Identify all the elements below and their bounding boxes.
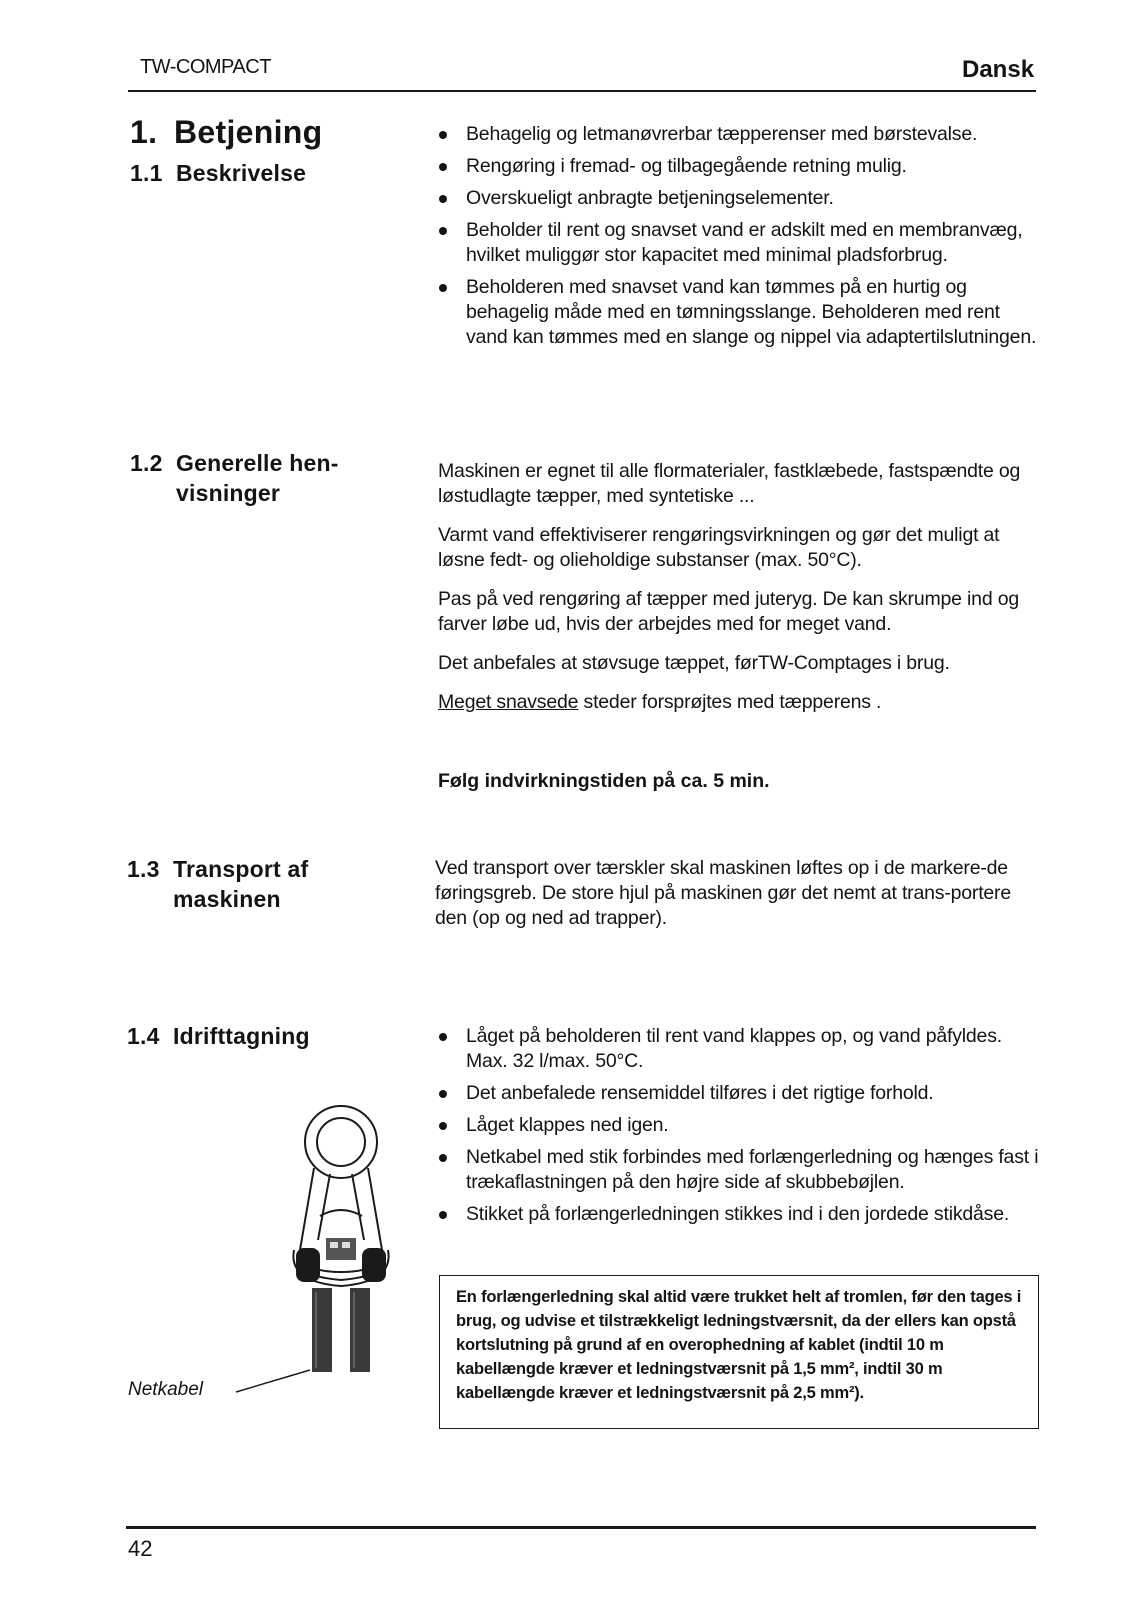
chapter-heading	[130, 114, 322, 151]
list-item: Låget på beholderen til rent vand klappes op, og vand påfyldes. Max. 32 l/max. 50°C.	[436, 1024, 1040, 1074]
section-heading-1-4	[127, 1021, 310, 1051]
section-heading-1-3	[127, 854, 387, 914]
paragraph: Maskinen er egnet til alle flormaterialer, fastklæbede, fastspændte og løstudlagte tæpper, med syntetiske ...	[438, 460, 1021, 507]
paragraph: Varmt vand effektiviserer rengøringsvirkningen og gør det muligt at løsne fedt- og olieholdige substanser (max. 50°C).	[438, 524, 1000, 571]
chapter-title: Betjening	[174, 114, 323, 150]
list-item: Beholder til rent og snavset vand er adskilt med en membranvæg, hvilket muliggør stor kapacitet med minimal pladsforbrug.	[436, 218, 1038, 268]
section-title-cont: visninger	[176, 480, 281, 506]
list-item: Overskueligt anbragte betjeningselementer.	[436, 186, 1038, 211]
transport-text	[435, 856, 1039, 945]
section-title: Beskrivelse	[176, 160, 307, 186]
section-heading-1-1	[130, 158, 306, 188]
list-item: Låget klappes ned igen.	[436, 1113, 1040, 1138]
section-title: Transport af	[173, 856, 309, 882]
startup-list	[436, 1024, 1040, 1234]
description-list	[436, 122, 1038, 357]
figure-caption: Netkabel	[128, 1379, 203, 1400]
list-item: Behagelig og letmanøvrerbar tæpperenser med børstevalse.	[436, 122, 1038, 147]
paragraph	[438, 690, 1038, 715]
section-number: 1.4	[127, 1023, 160, 1049]
page-number: 42	[128, 1536, 153, 1561]
section-number: 1.1	[130, 160, 163, 186]
section-title: Idrifttagning	[173, 1023, 310, 1049]
section-number: 1.3	[127, 856, 160, 882]
handle-cable-illustration	[230, 1100, 400, 1400]
paragraph-rest: steder forsprøjtes med tæpperens .	[578, 691, 882, 713]
list-item: Stikket på forlængerledningen stikkes ind i den jordede stikdåse.	[436, 1202, 1040, 1227]
footer-rule	[126, 1526, 1036, 1529]
header-language: Dansk	[962, 56, 1035, 83]
list-item: Rengøring i fremad- og tilbagegående retning mulig.	[436, 154, 1038, 179]
general-notes	[438, 459, 1038, 729]
chapter-number: 1.	[130, 114, 158, 150]
paragraph: Ved transport over tærskler skal maskinen løftes op i de markere-de føringsgreb. De store hjul på maskinen gør det nemt at trans-portere den (op og ned ad trapper).	[435, 857, 1011, 929]
section-number: 1.2	[130, 450, 163, 476]
paragraph: Pas på ved rengøring af tæpper med juteryg. De kan skrumpe ind og farver løbe ud, hvis der arbejdes med for meget vand.	[438, 588, 1019, 635]
list-item: Netkabel med stik forbindes med forlængerledning og hænges fast i trækaflastningen på den højre side af skubbebøjlen.	[436, 1145, 1040, 1195]
header-product-name: TW-COMPACT	[140, 56, 271, 78]
header-rule	[128, 90, 1036, 92]
section-title-cont: maskinen	[173, 886, 281, 912]
section-title: Generelle hen-	[176, 450, 339, 476]
dwell-time-note: Følg indvirkningstiden på ca. 5 min.	[438, 770, 770, 792]
paragraph: Det anbefales at støvsuge tæppet, førTW-Comptages i brug.	[438, 652, 950, 674]
section-heading-1-2	[130, 448, 390, 508]
list-item: Det anbefalede rensemiddel tilføres i det rigtige forhold.	[436, 1081, 1040, 1106]
warning-box: En forlængerledning skal altid være trukket helt af tromlen, før den tages i brug, og udvise et tilstrækkeligt ledningstværsnit, da der ellers kan opstå kortslutning på grund af en overophedning af kablet (indtil 10 m kabellængde kræver et ledningstværsnit på 1,5 mm², indtil 30 m kabellængde kræver et ledningstværsnit på 2,5 mm²).	[439, 1275, 1039, 1429]
list-item: Beholderen med snavset vand kan tømmes på en hurtig og behagelig måde med en tømningsslange. Beholderen med rent vand kan tømmes med en slange og nippel via adaptertilslutningen.	[436, 275, 1038, 350]
underlined-text: Meget snavsede	[438, 691, 579, 713]
